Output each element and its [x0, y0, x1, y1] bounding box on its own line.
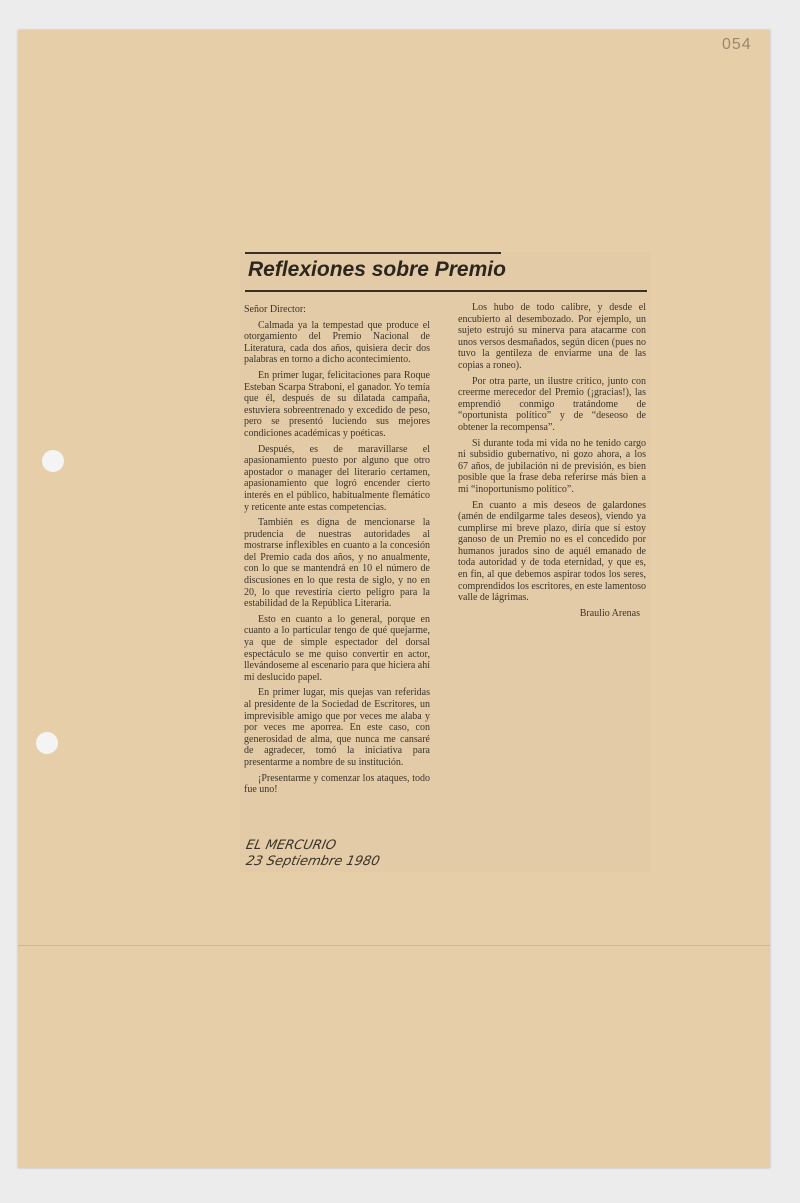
paragraph: Calmada ya la tempestad que produce el otorgamiento del Premio Nacional de Literatura, cada dos años, quisiera decir dos palabras en torno a dicho acontecimiento.	[244, 319, 430, 366]
handwritten-date: 23 Septiembre 1980	[244, 854, 382, 869]
punch-hole-top	[42, 450, 64, 472]
paragraph: ¡Presentarme y comenzar los ataques, todo fue uno!	[244, 772, 430, 796]
paragraph: En primer lugar, felicitaciones para Roque Esteban Scarpa Straboni, el ganador. Yo temía que él, después de su dilatada campaña, estuviera sobreentrenado y excedido de peso, pero se presentó luciendo sus mejores condiciones académicas y poéticas.	[244, 369, 430, 439]
paragraph: Esto en cuanto a lo general, porque en cuanto a lo particular tengo de qué quejarme, ya que de simple espectador del dorsal espectáculo se me quiso convertir en actor, llevándoseme al escenario para que hiciera ahí mi deslucido papel.	[244, 613, 431, 683]
paragraph: Si durante toda mi vida no he tenido cargo ni subsidio gubernativo, ni gozo ahora, a los 67 años, de jubilación ni de previsión, es bien posible que la frase deba referirse más bien a mi “inoportunismo político”.	[458, 437, 646, 495]
article-column-left	[244, 304, 430, 800]
title-rule-top	[245, 252, 501, 254]
handwritten-source-note	[244, 838, 382, 870]
paragraph: Por otra parte, un ilustre crítico, junto con creerme merecedor del Premio (¡gracias!), las emprendió conmigo tratándome de “oportunista político” y de “deseoso de obtener la recompensa”.	[458, 375, 646, 433]
title-rule-bottom	[245, 290, 647, 292]
archive-number: 054	[722, 36, 752, 53]
author-signature: Braulio Arenas	[579, 607, 640, 619]
paragraph: Los hubo de todo calibre, y desde el encubierto al desembozado. Por ejemplo, un sujeto estrujó su minerva para atacarme con unos versos desmañados, según dicen (pues no tuvo la gentileza de enviarme una de las copias a roneo).	[458, 302, 646, 371]
paragraph: En primer lugar, mis quejas van referidas al presidente de la Sociedad de Escritores, un imprevisible amigo que por veces me alaba y por veces me aporrea. En este caso, con generosidad de alma, que nunca me cansaré de agradecer, tomó la iniciativa para presentarme a nombre de su institución.	[244, 687, 430, 768]
paragraph: También es digna de mencionarse la prudencia de nuestras autoridades al mostrarse inflexibles en cuanto a la concesión del Premio cada dos años, y no anualmente, con lo que se mantendrá en 10 el número de discusiones en lo que resta de siglo, y no en 20, lo que revestiría cierto peligro para la estabilidad de la República Literaria.	[244, 517, 430, 610]
salutation: Señor Director:	[244, 304, 306, 315]
newspaper-clipping	[240, 252, 650, 872]
paragraph: Después, es de maravillarse el apasionamiento puesto por alguno que otro apostador o manager del literario certamen, apasionamiento que logró encender cierto interés en el público, habitualmente flemático y reticente ante estas competencias.	[244, 443, 430, 513]
sheet-fold-line	[18, 945, 770, 946]
punch-hole-bottom	[36, 732, 58, 754]
handwritten-newspaper-name: EL MERCURIO	[244, 838, 338, 853]
article-title: Reflexiones sobre Premio	[248, 258, 506, 281]
article-column-right	[458, 302, 646, 623]
paragraph: En cuanto a mis deseos de galardones (amén de endilgarme tales deseos), viendo ya cumplirse mi breve plazo, diría que sí estoy ganoso de un Premio no es el concedido por humanos jurados sino de aquél emanado de toda autoridad y de toda eternidad, y que es, en fin, al que debemos aspirar todos los seres, comprendidos los escritores, en este lamentoso valle de lágrimas.	[458, 499, 646, 604]
